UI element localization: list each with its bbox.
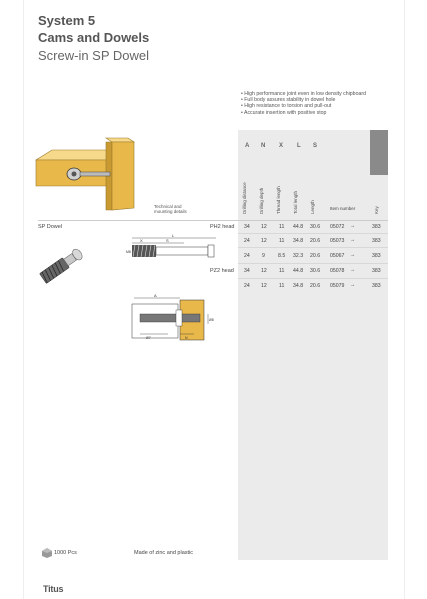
- dowel-dimension-drawing: [126, 232, 226, 264]
- dowel-product-image: [36, 238, 86, 294]
- cell-key: 383: [372, 224, 381, 230]
- col-letter-a: A: [245, 143, 250, 149]
- col-label-key: Key: [374, 206, 379, 214]
- cell-l: 32.3: [293, 253, 304, 259]
- row-divider: [238, 278, 388, 279]
- cell-a: 24: [244, 238, 250, 244]
- cell-s: 20.6: [310, 283, 321, 289]
- arrow-icon[interactable]: →: [350, 252, 356, 258]
- cell-s: 30.6: [310, 224, 321, 230]
- cell-n: 12: [261, 268, 267, 274]
- cell-key: 383: [372, 268, 381, 274]
- cell-l: 34.8: [293, 283, 304, 289]
- col-label-thread-length: Thread length: [276, 186, 281, 214]
- feature-item: • Accurate insertion with positive stop: [241, 110, 366, 116]
- col-letter-n: N: [261, 143, 266, 149]
- cell-a: 34: [244, 268, 250, 274]
- feature-item: • Full body assures stability in dowel hole: [241, 97, 366, 103]
- cell-x: 11: [279, 268, 285, 274]
- cell-key: 383: [372, 238, 381, 244]
- cell-s: 20.6: [310, 238, 321, 244]
- feature-list: [241, 91, 366, 116]
- cell-l: 44.8: [293, 224, 304, 230]
- cell-item: 05078: [330, 268, 345, 274]
- arrow-icon[interactable]: →: [350, 237, 356, 243]
- cell-s: 20.6: [310, 253, 321, 259]
- tech-details-label: Technical and mounting details: [154, 204, 187, 214]
- assembly-illustration: [36, 138, 136, 218]
- cell-key: 383: [372, 283, 381, 289]
- cell-x: 11: [279, 238, 285, 244]
- cell-n: 12: [261, 224, 267, 230]
- category-title: Cams and Dowels: [38, 30, 150, 45]
- col-label-total-length: Total length: [293, 190, 298, 214]
- packaging-icon: [42, 548, 52, 558]
- head-label-pz2: PZ2 head: [210, 268, 234, 274]
- svg-text:Ø7: Ø7: [146, 336, 151, 340]
- feature-item: • High performance joint even in low density chipboard: [241, 91, 366, 97]
- material-note: Made of zinc and plastic: [134, 550, 194, 556]
- svg-text:X: X: [140, 238, 143, 243]
- key-column-block: [370, 130, 388, 175]
- arrow-icon[interactable]: →: [350, 223, 356, 229]
- titus-logo: Titus: [43, 584, 64, 594]
- svg-text:L: L: [172, 233, 175, 238]
- cell-item: 05079: [330, 283, 345, 289]
- cell-item: 05073: [330, 238, 345, 244]
- feature-item: • High resistance to torsion and pull-out: [241, 103, 366, 109]
- product-title: Screw-in SP Dowel: [38, 48, 150, 63]
- cell-key: 383: [372, 253, 381, 259]
- col-letter-s: S: [313, 143, 318, 149]
- col-label-item-number: Item number: [330, 206, 356, 211]
- svg-text:M8: M8: [126, 250, 131, 254]
- row-divider: [238, 233, 388, 234]
- cell-l: 34.8: [293, 238, 304, 244]
- row-divider: [238, 247, 388, 248]
- mounting-section-drawing: [128, 290, 218, 344]
- pack-quantity: 1000 Pcs: [54, 550, 77, 556]
- cell-s: 30.6: [310, 268, 321, 274]
- col-label-drilling-distance: Drilling distance: [242, 182, 247, 214]
- system-title: System 5: [38, 13, 96, 28]
- cell-a: 34: [244, 224, 250, 230]
- header-divider: [38, 220, 388, 221]
- svg-text:Ø8: Ø8: [209, 318, 214, 322]
- col-label-length: Length: [310, 200, 315, 214]
- col-label-drilling-depth: Drilling depth: [259, 187, 264, 214]
- cell-a: 24: [244, 253, 250, 259]
- svg-text:N: N: [185, 336, 188, 340]
- cell-a: 24: [244, 283, 250, 289]
- cell-x: 11: [279, 283, 285, 289]
- cell-n: 9: [262, 253, 265, 259]
- cell-x: 8.5: [278, 253, 286, 259]
- svg-text:A: A: [154, 293, 157, 298]
- cell-item: 05072: [330, 224, 345, 230]
- arrow-icon[interactable]: →: [350, 282, 356, 288]
- col-letter-l: L: [297, 143, 301, 149]
- cell-item: 05067: [330, 253, 345, 259]
- col-letter-x: X: [279, 143, 284, 149]
- item-label: SP Dowel: [38, 224, 63, 230]
- head-label-ph2: PH2 head: [210, 224, 235, 230]
- cell-n: 12: [261, 283, 267, 289]
- svg-text:S: S: [166, 238, 169, 243]
- cell-l: 44.8: [293, 268, 304, 274]
- cell-n: 12: [261, 238, 267, 244]
- row-divider: [238, 263, 388, 264]
- arrow-icon[interactable]: →: [350, 267, 356, 273]
- cell-x: 11: [279, 224, 285, 230]
